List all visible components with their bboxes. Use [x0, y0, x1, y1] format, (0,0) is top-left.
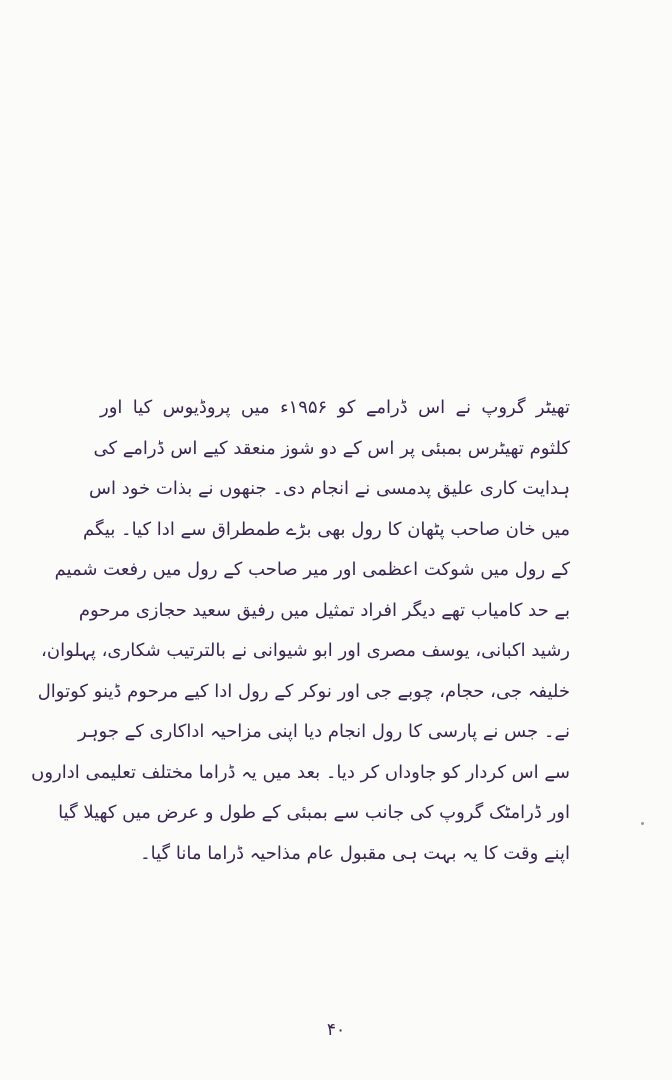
- text-line: میں خان صاحب پٹھان کا رول بھی بڑے طمطراق سے ادا کیا۔ بیگم: [82, 518, 570, 540]
- text-line: اپنے وقت کا یہ بہت ہی مقبول عام مذاحیہ ڈراما مانا گیا۔: [140, 842, 570, 864]
- page-number: ۴۰: [326, 1020, 346, 1040]
- text-line: اور ڈرامٹک گروپ کی جانب سے بمبئی کے طول و عرض میں کھیلا گیا: [58, 802, 570, 823]
- paper-speck: [641, 822, 644, 825]
- text-line: خلیفہ جی، حجام، چوبے جی اور نوکر کے رول ادا کیے مرحوم ڈینو کوتوال: [37, 680, 570, 702]
- text-line: رشید اکبانی، یوسف مصری اور ابو شیوانی نے بالترتیب شکاری، پہلوان،: [41, 640, 570, 661]
- text-line: تھیٹر گروپ نے اس ڈرامے کو ۱۹۵۶ء میں پروڈیوس کیا اور: [100, 397, 570, 418]
- text-line: کے رول میں شوکت اعظمی اور میر صاحب کے رول میں رفعت شمیم: [54, 559, 570, 580]
- text-line: کلثوم تھیٹرس بمبئی پر اس کے دو شوز منعقد کیے اس ڈرامے کی: [93, 437, 570, 459]
- body-paragraph: [31, 388, 570, 874]
- text-line: بے حد کامیاب تھے دیگر افراد تمثیل میں رفیق سعید حجازی مرحوم: [78, 599, 570, 621]
- text-line: نے۔ جس نے پارسی کا رول انجام دیا اپنی مزاحیہ اداکاری کے جوہر: [78, 721, 570, 742]
- text-line: ہدایت کاری علیق پدمسی نے انجام دی۔ جنھوں نے بذات خود اس: [89, 478, 570, 499]
- text-line: سے اس کردار کو جاوداں کر دیا۔ بعد میں یہ ڈراما مختلف تعلیمی اداروں: [31, 761, 570, 783]
